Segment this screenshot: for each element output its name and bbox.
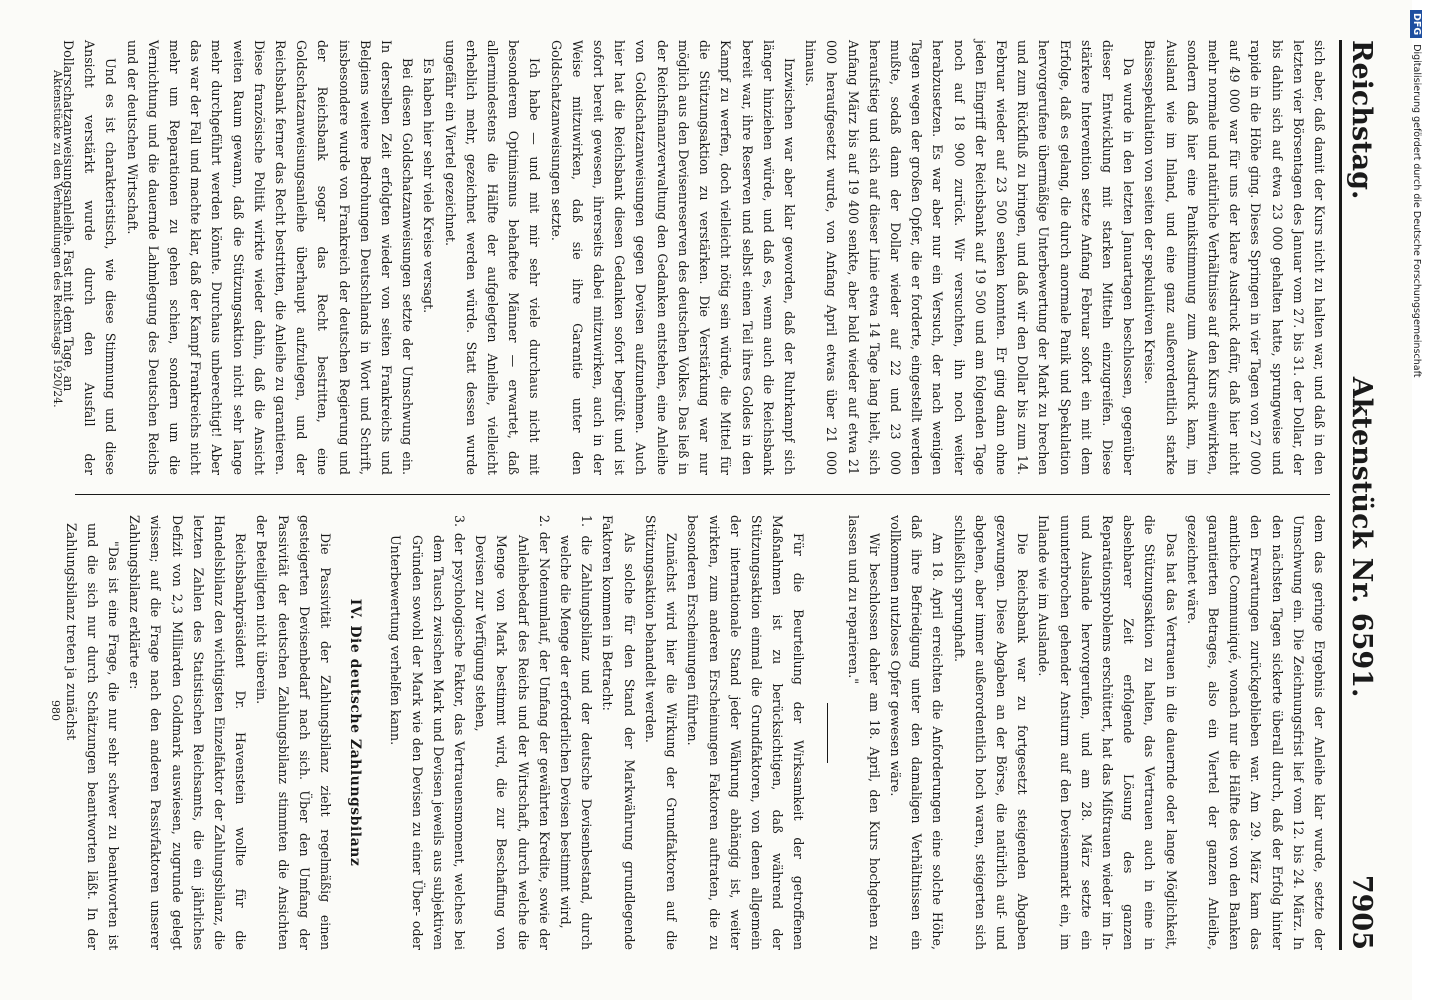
header-page-number: 7905 [1346, 874, 1377, 950]
header-left: Reichstag. [1346, 40, 1377, 200]
list-item: 1. die Zahlungsbilanz und der deutsche Devisenbestand, durch welche die Menge der erforderlichen Devisen bestimmt wird, [558, 515, 595, 950]
paragraph: Reichsbankpräsident Dr. Havenstein wollte für die Handelsbilanz den wichtigsten Einzelfaktor der Zahlungsbilanz, die letzten Zahlen des Statistischen Reichsamts, die ein jährliches Defizit von 2,3 Milliarden Goldmark auswiesen, zugrunde gelegt wissen; auf die Frage nach den anderen Passivfaktoren unserer Zahlungsbilanz erklärte er: [127, 515, 249, 950]
page-footer [51, 40, 64, 475]
section-title: IV. Die deutsche Zahlungsbilanz [347, 598, 364, 867]
paragraph: Wir beschlossen daher am 18. April, den Kurs hochgehen zu lassen und zu reparieren." [845, 515, 882, 950]
paragraph: Ich habe — und mit mir sehr viele durchaus nicht mit besonderem Optimismus behaftete Männer — erwartet, daß allermindestens die Hälfte der aufgelegten Anleihe, vielleicht erheblich mehr, gezeichnet werden würde. Statt dessen wurde ungefähr ein Viertel gezeichnet. [442, 40, 543, 475]
dfg-logo: DFG [1410, 10, 1422, 38]
digitization-note [1410, 10, 1422, 990]
paragraph: Zunächst wird hier die Wirkung der Grundfaktoren auf die Stützungsaktion behandelt werden. [642, 515, 680, 950]
header-center: Aktenstück Nr. 6591. [1346, 376, 1377, 698]
paragraph: Das hat das Vertrauen in die dauernde oder lange Möglichkeit, die Stützungsaktion zu halten, das Vertrauen auch in eine in absehbarer Zeit erfolgende Lösung des ganzen Reparationsproblems erschüttert, hat das Mißtrauen wieder im In- und Auslande hervorgerufen, und am 28. März setzte ein ununterbrochen gehender Ansturm auf den Devisenmarkt ein, im Inlande wie im Auslande. [1036, 515, 1179, 950]
footer-note: Aktenstücke zu den Verhandlungen des Reichstags 1920/24. [51, 70, 64, 408]
paragraph: Da wurde in den letzten Januartagen beschlossen, gegenüber dieser Entwicklung mit starken Mitteln einzugreifen. Diese stärkere Intervention setzte Anfang Februar sofort ein mit dem Erfolge, daß es gelang, die durch anormale Panik und Spekulation hervorgerufene übermäßige Unterbewertung der Mark zu brechen und zum Rückfluß zu bringen, und daß wir den Dollar bis zum 14. Februar wieder auf 23 500 senken konnten. Er ging dann ohne jeden Eingriff der Reichsbank auf 19 500 und am folgenden Tage noch auf 18 900 zurück. Wir versuchten, ihn noch weiter herabzusetzen. Es war aber nur ein Versuch, der nach wenigen Tagen wegen der großen Opfer, die er forderte, eingestellt werden mußte, sodaß dann der Dollar wieder auf 22 und 23 000 heraufstieg und sich auf dieser Linie etwa 14 Tage lang hielt, sich Anfang März bis auf 19 400 senkte, aber bald wieder auf etwa 21 000 heraufgesetzt wurde, von Anfang April etwas über 21 000 hinaus. [803, 40, 1137, 475]
paragraph: Bei diesen Goldschatzanweisungen setzte der Umschwung ein. In derselben Zeit erfolgten wieder von seiten Frankreichs und Belgiens weitere Bedrohungen Deutschlands in Wort und Schrift, insbesondere wurde von Frankreich der deutschen Regierung und der Reichsbank sogar das Recht bestritten, eine Goldschatzanweisungsanleihe überhaupt aufzulegen, und der Reichsbank ferner das Recht bestritten, die Anleihe zu garantieren. Diese französische Politik wirkte wieder dahin, daß die Ansicht weiten Raum gewann, daß die Stützungsaktion nicht sehr lange mehr durchgeführt werden könnte. Durchaus unberechtigt! Aber das war der Fall und machte klar, daß der Kampf Frankreichs nicht mehr um Reparationen zu gehen schien, sondern um die Vernichtung und die dauernde Lahmlegung des Deutschen Reichs und der deutschen Wirtschaft. [124, 40, 416, 475]
section-separator [827, 703, 828, 763]
paragraph: dem das geringe Ergebnis der Anleihe klar wurde, setzte der Umschwung ein. Die Zeichnungsfrist lief vom 12. bis 24. März. In den nächsten Tagen sickerte überall durch, daß der Erfolg hinter den Erwartungen zurückgeblieben war. Am 29. März kam das amtliche Communiqué, wonach nur die Hälfte des von den Banken garantierten Betrages, also ein Viertel der ganzen Anleihe, gezeichnet wäre. [1184, 515, 1327, 950]
digitization-text: Digitalisierung gefördert durch die Deutsche Forschungsgemeinschaft [1411, 44, 1422, 378]
paragraph: Inzwischen war aber klar geworden, daß der Ruhrkampf sich länger hinziehen würde, und daß es, wenn auch die Reichsbank bereit war, ihre Reserven und selbst einen Teil ihres Goldes in den Kampf zu werfen, doch vielleicht nötig sein würde, die Mittel für die Stützungsaktion zu verstärken. Die Verstärkung war nur möglich aus den Devisenreserven des deutschen Volkes. Das ließ in der Reichsfinanzverwaltung den Gedanken entstehen, eine Anleihe von Goldschatzanweisungen gegen Devisen aufzunehmen. Auch hier hat die Reichsbank diesen Gedanken sofort begrüßt und ist sofort bereit gewesen, ihrerseits dabei mitzuwirken, auch in der Weise mitzuwirken, daß sie ihre Garantie unter den Goldschatzanweisungen setzte. [548, 40, 797, 475]
list-item: 2. der Notenumlauf, der Umfang der gewährten Kredite, sowie der Anleihebedarf des Reichs und der Wirtschaft, durch welche die Menge von Mark bestimmt wird, die zur Beschaffung von Devisen zur Verfügung stehen, [473, 515, 552, 950]
list-item: 3. der psychologische Faktor, das Vertrauensmoment, welches bei dem Tausch zwischen Mark und Devisen jeweils aus subjektiven Gründen sowohl der Mark wie den Devisen zu einer Über- oder Unterbewertung verhelfen kann. [388, 515, 468, 950]
footer-page-number: 980 [49, 700, 62, 721]
paragraph: Und es ist charakteristisch, wie diese Stimmung und diese Ansicht verstärkt wurde durch den Ausfall der Dollarschatzanweisungsanleihe. Fast mit dem Tage, an [61, 40, 119, 475]
paragraph: Die Passivität der Zahlungsbilanz zieht regelmäßig einen gesteigerten Devisenbedarf nach sich. Über den Umfang der Passivität der deutschen Zahlungsbilanz stimmten die Ansichten der Beteiligten nicht überein. [254, 515, 334, 950]
left-column [61, 40, 1330, 475]
paragraph: Für die Beurteilung der Wirksamkeit der getroffenen Maßnahmen ist zu berücksichtigen, daß während der Stützungsaktion einmal die Grundfaktoren, von denen allgemein der internationale Stand jeder Währung abhängig ist, weiter wirkten, zum anderen Erscheinungen Faktoren auftraten, die zu besonderen Erscheinungen führten. [685, 515, 807, 950]
page-header [1339, 40, 1390, 950]
quote-paragraph: "Das ist eine Frage, die nur sehr schwer zu beantworten ist und die sich nur durch Schätzungen beantworten läßt. In der Zahlungsbilanz treten ja zunächst [63, 523, 122, 950]
paragraph: Die Reichsbank war zu fortgesetzt steigenden Abgaben gezwungen. Diese Abgaben an der Börse, die natürlich auf- und abgehen, aber immer außerordentlich hoch waren, steigerten sich schließlich sprunghaft. [951, 515, 1031, 950]
paragraph: sich aber, daß damit der Kurs nicht zu halten war, und daß in den letzten vier Börsentagen des Januar vom 27. bis 31. der Dollar, der bis dahin sich auf etwa 23 000 gehalten hatte, sprungweise und rapide in die Höhe ging. Dieses Springen in vier Tagen von 27 000 auf 49 000 war für uns der klare Ausdruck dafür, daß hier nicht mehr normale und natürliche Verhältnisse auf den Kurs einwirkten, sondern daß hier eine Panikstimmung zum Ausdruck kam, im Ausland wie im Inland, und eine ganz außerordentlich starke Baissespekulation von seiten der spekulativen Kreise. [1142, 40, 1327, 475]
right-column [63, 515, 1330, 950]
paragraph: Als solche für den Stand der Markwährung grundlegende Faktoren kommen in Betracht: [600, 515, 637, 950]
paragraph: Es haben hier sehr viele Kreise versagt. [421, 58, 437, 314]
paragraph: Am 18. April erreichten die Anforderungen eine solche Höhe, daß ihre Befriedigung unter den damaligen Verhältnissen ein vollkommen nutzloses Opfer gewesen wäre. [887, 515, 946, 950]
column-divider [75, 494, 1330, 495]
